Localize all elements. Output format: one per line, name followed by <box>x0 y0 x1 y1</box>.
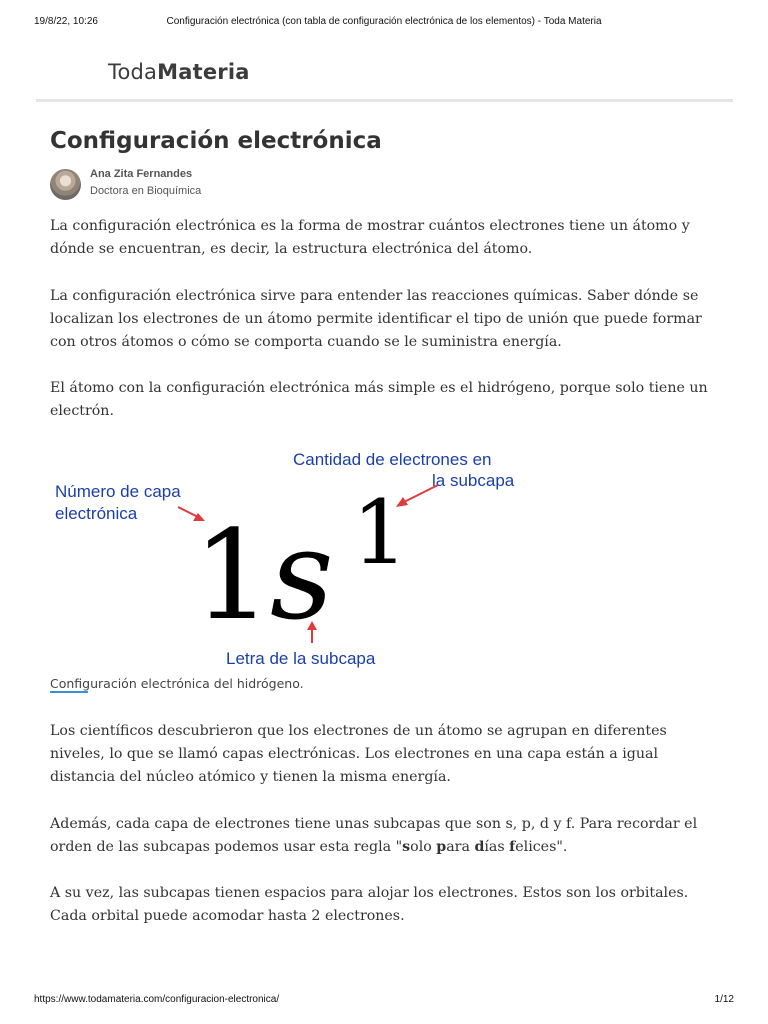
author-name[interactable]: Ana Zita Fernandes <box>90 168 193 180</box>
p5-letter-d: d <box>474 839 485 855</box>
notation <box>193 481 408 648</box>
paragraph-3: El átomo con la configuración electrónica más simple es el hidrógeno, porque solo tiene un electrón. <box>50 380 708 419</box>
label-letter: Letra de la subcapa <box>226 649 376 668</box>
p5-word-dias: ías <box>484 839 510 855</box>
avatar <box>50 169 81 200</box>
print-page-title: Configuración electrónica (con tabla de configuración electrónica de los elementos) - Toda Materia <box>166 16 602 27</box>
figure-caption: Configuración electrónica del hidrógeno. <box>50 676 304 691</box>
hydrogen-configuration-figure <box>50 438 550 673</box>
label-shell-line2: electrónica <box>55 504 138 523</box>
paragraph-4: Los científicos descubrieron que los electrones de un átomo se agrupan en diferentes niveles, lo que se llamó capas electrónicas. Los electrones en una capa están a igual distancia del núcleo atómico y tienen la misma energía. <box>50 723 667 785</box>
notation-shell: 1 <box>193 504 272 648</box>
p5-word-para: ara <box>446 839 475 855</box>
paragraph-1: La configuración electrónica es la forma de mostrar cuántos electrones tiene un átomo y dónde se encuentran, es decir, la estructura electrónica del átomo. <box>50 218 690 257</box>
print-datetime: 19/8/22, 10:26 <box>34 16 98 27</box>
site-logo[interactable] <box>108 60 250 84</box>
header-divider <box>36 99 733 102</box>
paragraph-6: A su vez, las subcapas tienen espacios para alojar los electrones. Estos son los orbitales. Cada orbital puede acomodar hasta 2 electrones. <box>50 885 689 924</box>
p5-letter-s: s <box>402 839 411 855</box>
caption-underline <box>50 691 88 693</box>
logo-light: Toda <box>108 60 158 84</box>
label-shell-line1: Número de capa <box>55 482 181 501</box>
p5-word-felices: elices <box>515 839 557 855</box>
notation-subshell: s <box>270 504 334 648</box>
label-count-line2: la subcapa <box>432 471 515 490</box>
print-header <box>34 16 734 30</box>
p5-letter-f: f <box>509 839 516 855</box>
page-title: Configuración electrónica <box>50 128 382 154</box>
p5-letter-p: p <box>436 839 447 855</box>
print-page-number: 1/12 <box>714 994 734 1005</box>
p5-word-solo: olo <box>410 839 437 855</box>
paragraph-2: La configuración electrónica sirve para entender las reacciones químicas. Saber dónde se localizan los electrones de un átomo permite identificar el tipo de unión que puede formar con otros átomos o cómo se comporta cuando se le suministra energía. <box>50 288 702 350</box>
figure-svg <box>50 438 550 673</box>
label-count-line1: Cantidad de electrones en <box>293 450 492 469</box>
print-footer <box>34 994 734 1008</box>
author-role: Doctora en Bioquímica <box>90 185 202 197</box>
p5-text-before: Además, cada capa de electrones tiene unas subcapas que son s, p, d y f. Para recordar el orden de las subcapas podemos usar esta regla " <box>50 816 698 855</box>
print-url: https://www.todamateria.com/configuracion-electronica/ <box>34 994 280 1005</box>
notation-electrons: 1 <box>352 481 408 584</box>
paragraph-5 <box>50 813 720 859</box>
logo-bold: Materia <box>157 60 250 84</box>
p5-text-after: ". <box>556 839 568 855</box>
